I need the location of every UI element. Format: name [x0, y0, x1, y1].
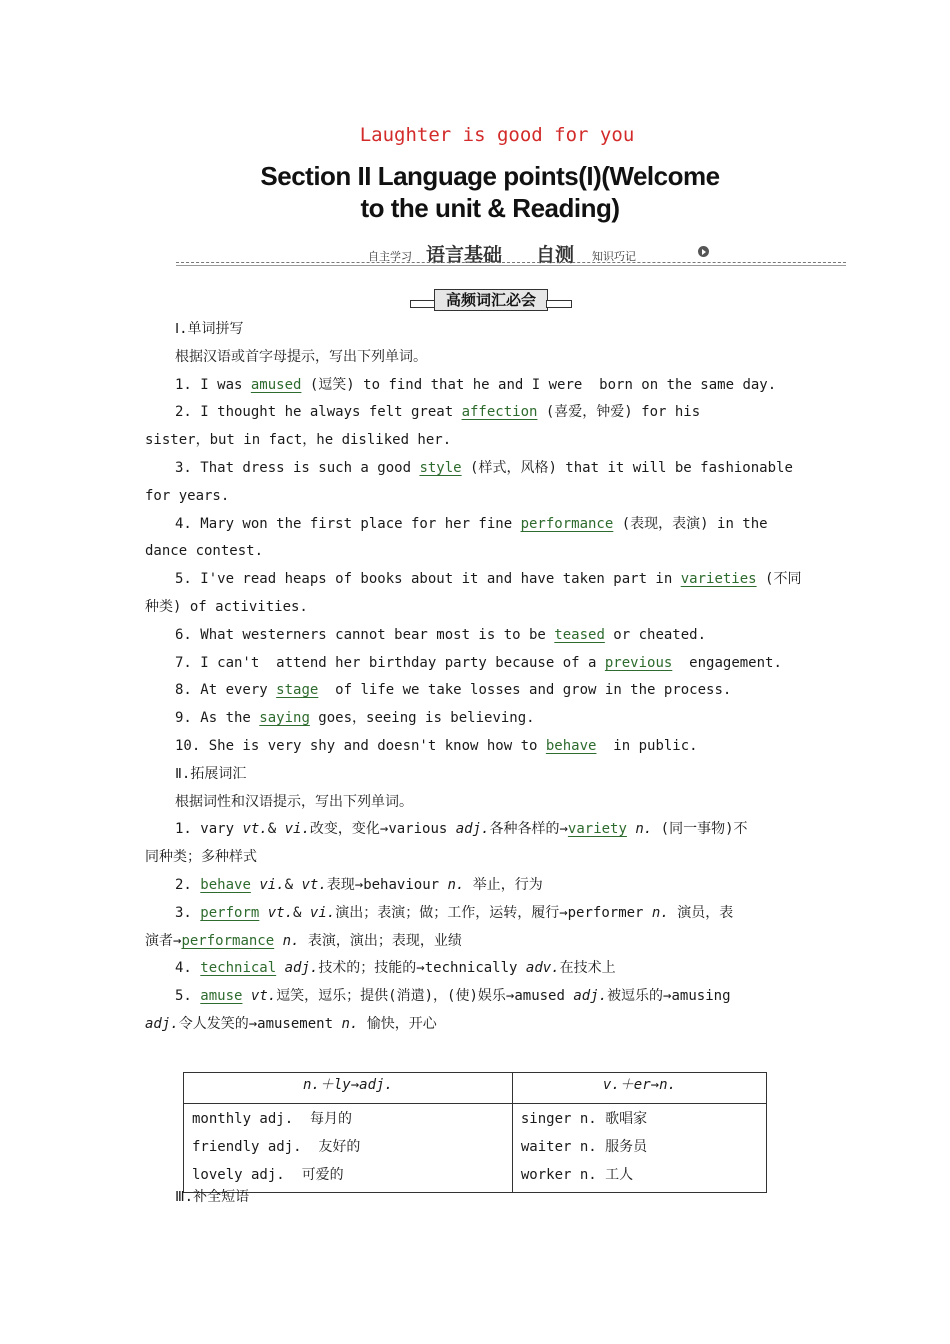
table-entry: monthly adj. 每月的 — [192, 1111, 353, 1127]
answer-blank: amused — [250, 376, 302, 393]
answer-blank: teased — [554, 626, 605, 643]
part2-item: 5. amuse vt.逗笑，逗乐；提供(消遣)，(使)娱乐→amused adj.被逗乐的→amusing — [175, 988, 731, 1005]
table-header-left: n.＋ly→adj. — [184, 1073, 513, 1104]
answer-blank: style — [419, 459, 462, 476]
part1-item-cont: sister，but in fact，he disliked her. — [145, 432, 452, 449]
answer-blank: saying — [259, 710, 310, 727]
table-cell-left — [184, 1104, 513, 1193]
part2-heading: Ⅱ.拓展词汇 — [175, 765, 247, 782]
answer-blank: performance — [181, 932, 275, 949]
answer-blank: perform — [200, 904, 260, 921]
table-entry: lovely adj. 可爱的 — [192, 1166, 344, 1183]
table-entry: waiter n. 服务员 — [520, 1138, 648, 1155]
section-banner — [176, 240, 846, 270]
part1-item: 4. Mary won the first place for her fine performance (表现，表演) in the — [175, 515, 768, 532]
banner-divider-dashed — [176, 262, 846, 263]
subheader-right-bar — [546, 300, 572, 308]
table-header-right: v.＋er→n. — [512, 1073, 766, 1104]
part1-item-cont: 种类) of activities. — [145, 598, 308, 615]
banner-main-right: 自测 — [536, 244, 575, 266]
answer-blank: behave — [545, 737, 597, 754]
part1-item: 7. I can't attend her birthday party because of a previous engagement. — [175, 654, 782, 671]
part1-item: 6. What westerners cannot bear most is to be teased or cheated. — [175, 626, 707, 643]
part2-item-cont: 同种类；多种样式 — [145, 849, 257, 866]
exercise-content — [145, 316, 815, 1039]
part1-instruction: 根据汉语或首字母提示，写出下列单词。 — [175, 348, 427, 365]
answer-blank: stage — [276, 682, 319, 699]
part1-item: 9. As the saying goes，seeing is believing. — [175, 710, 535, 727]
section-title-line1: Section II Language points(I)(Welcome — [260, 161, 720, 191]
part1-item: 8. At every stage of life we take losses and grow in the process. — [175, 682, 732, 699]
answer-blank: technical — [200, 960, 277, 977]
table-entry: worker n. 工人 — [520, 1166, 634, 1183]
section-title-line2: to the unit & Reading) — [360, 193, 620, 223]
part2-item: 1. vary vt.& vi.改变，变化→various adj.各种各样的→variety n. (同一事物)不 — [175, 821, 748, 838]
table-entry: friendly adj. 友好的 — [192, 1138, 361, 1155]
part2-item: 3. perform vt.& vi.演出；表演；做；工作，运转，履行→performer n. 演员，表 — [175, 904, 734, 921]
part1-item: 1. I was amused (逗笑) to find that he and I were born on the same day. — [175, 376, 777, 393]
banner-divider-solid — [176, 265, 846, 266]
table-cell-right — [512, 1104, 766, 1193]
answer-blank: performance — [520, 515, 614, 532]
part2-instruction: 根据词性和汉语提示，写出下列单词。 — [175, 793, 413, 810]
banner-left-label: 自主学习 — [368, 250, 412, 263]
part2-item: 2. behave vi.& vt.表现→behaviour n. 举止，行为 — [175, 876, 543, 893]
part1-item: 10. She is very shy and doesn't know how to behave in public. — [175, 737, 698, 754]
part1-item-cont: dance contest. — [145, 543, 264, 560]
part1-item: 5. I've read heaps of books about it and have taken part in varieties (不同 — [175, 571, 802, 588]
part1-item: 3. That dress is such a good style (样式，风格) that it will be fashionable — [175, 459, 793, 476]
answer-blank: varieties — [680, 571, 757, 588]
answer-blank: amuse — [200, 988, 243, 1005]
subheader-left-bar — [410, 300, 436, 308]
answer-blank: previous — [604, 654, 673, 671]
word-formation-table — [183, 1072, 767, 1193]
section-title — [0, 160, 950, 224]
answer-blank: affection — [461, 404, 538, 421]
part2-item-cont: 演者→performance n. 表演，演出；表现，业绩 — [145, 932, 462, 949]
unit-title: Laughter is good for you — [359, 124, 635, 146]
table-entry: singer n. 歌唱家 — [520, 1111, 648, 1127]
answer-blank: behave — [200, 876, 251, 893]
vocab-subheader — [410, 289, 572, 311]
part3-heading: Ⅲ.补全短语 — [175, 1189, 250, 1205]
banner-main-left: 语言基础 — [426, 244, 503, 266]
banner-right-label: 知识巧记 — [592, 250, 636, 263]
part2-item: 4. technical adj.技术的；技能的→technically adv.在技术上 — [175, 960, 616, 977]
part2-item-cont: adj.令人发笑的→amusement n. 愉快，开心 — [145, 1015, 437, 1032]
part1-item: 2. I thought he always felt great affection (喜爱，钟爱) for his — [175, 404, 701, 421]
banner-arrow-icon — [698, 246, 709, 257]
subheader-label: 高频词汇必会 — [434, 289, 548, 311]
answer-blank: variety — [567, 821, 627, 838]
part1-item-cont: for years. — [145, 487, 230, 504]
part1-heading: Ⅰ.单词拼写 — [175, 321, 244, 337]
